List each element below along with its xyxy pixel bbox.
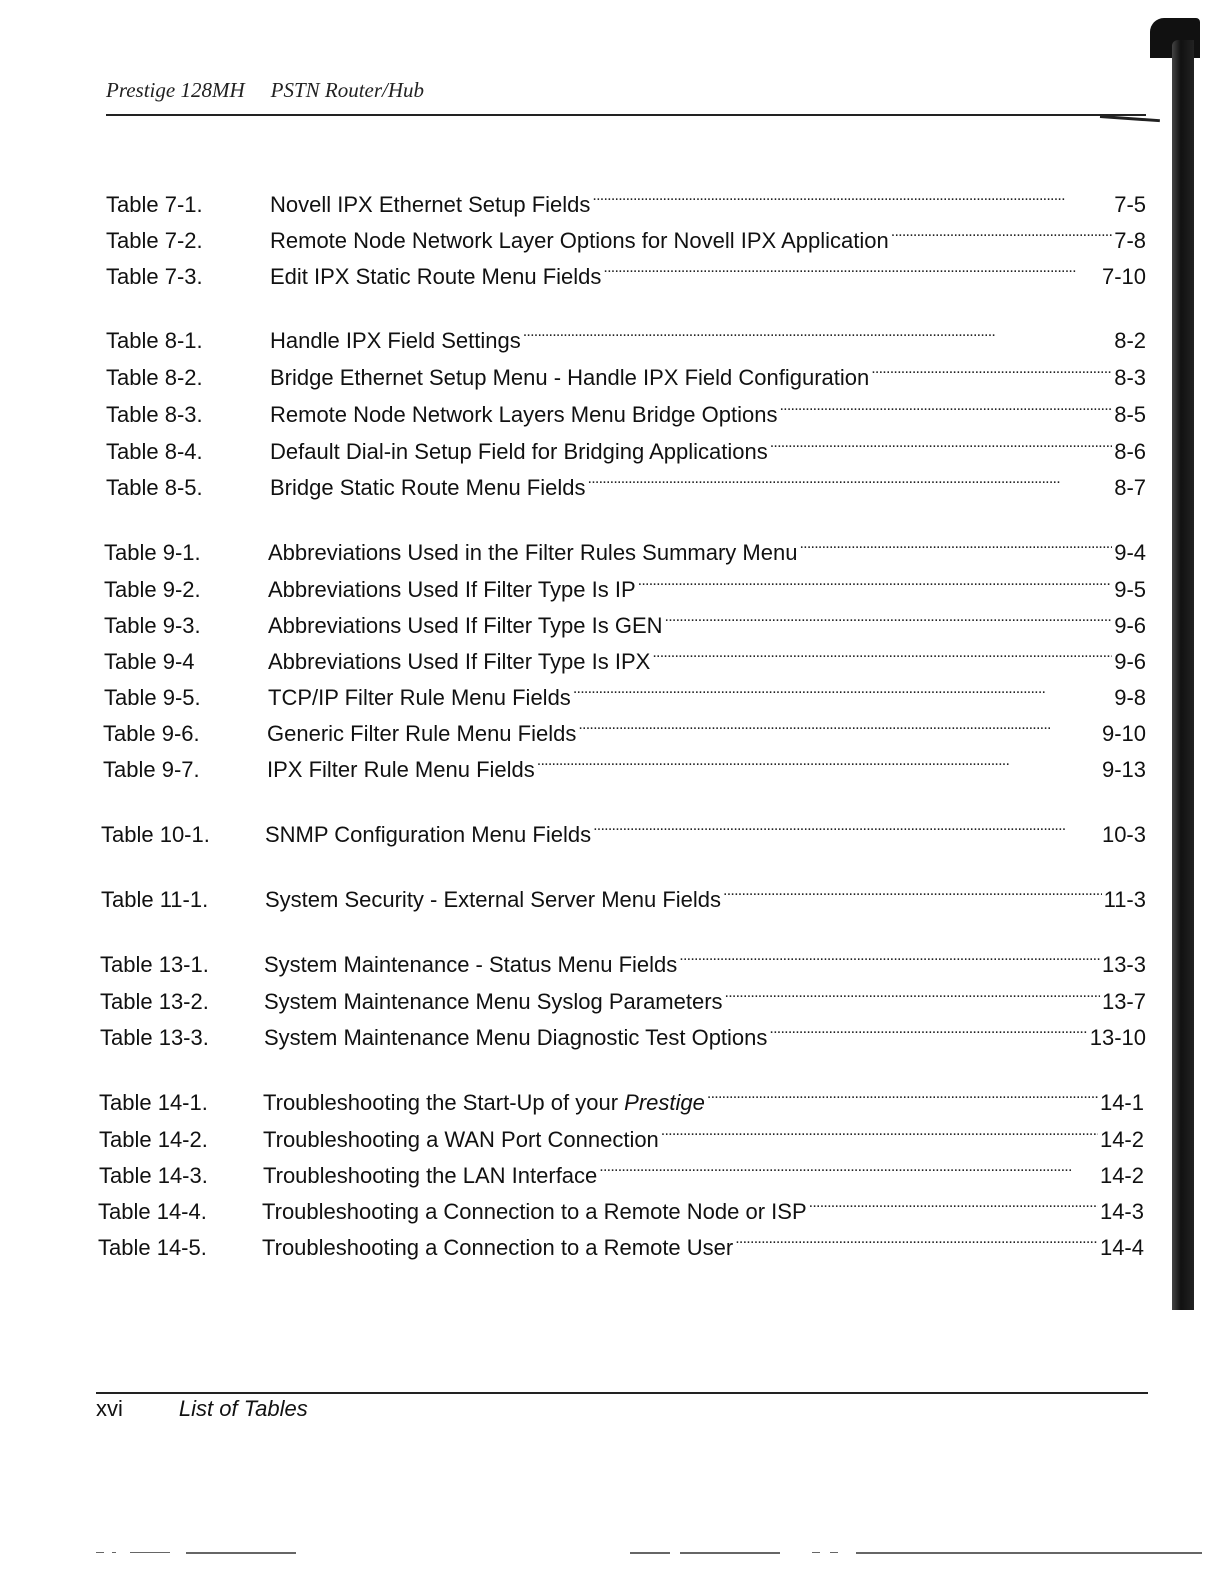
toc-entry-number: Table 14-4. [98, 1199, 207, 1224]
toc-entry-title: Troubleshooting a WAN Port Connection [263, 1127, 659, 1152]
toc-dot-leader [523, 316, 1113, 348]
toc-dot-leader [638, 565, 1113, 597]
toc-dot-leader [573, 673, 1112, 705]
toc-entry [106, 316, 1146, 353]
toc-entry-number: Table 8-5. [106, 475, 203, 500]
toc-dot-leader [799, 528, 1112, 560]
toc-entry-number: Table 8-1. [106, 328, 203, 353]
scan-artifacts [0, 1548, 1224, 1558]
toc-entry-title: Abbreviations Used If Filter Type Is GEN [268, 613, 663, 638]
toc-entry-number: Table 7-2. [106, 228, 203, 253]
toc-entry [106, 216, 1146, 253]
toc-entry-number: Table 13-1. [100, 952, 209, 977]
toc-entry [100, 1013, 1146, 1050]
toc-dot-leader [578, 709, 1100, 741]
toc-dot-leader [593, 810, 1100, 842]
toc-dot-leader [723, 875, 1102, 907]
toc-entry-page: 14-2 [1099, 1163, 1144, 1188]
toc-entry-page: 14-1 [1099, 1090, 1144, 1115]
toc-entry-title: Default Dial-in Setup Field for Bridging Applications [270, 439, 768, 464]
toc-entry-page: 9-10 [1101, 721, 1146, 746]
toc-entry-number: Table 13-2. [100, 989, 209, 1014]
toc-entry-page: 9-4 [1114, 540, 1146, 565]
toc-entry-page: 8-7 [1114, 475, 1146, 500]
toc-entry-page: 8-2 [1114, 328, 1146, 353]
toc-dot-leader [599, 1151, 1098, 1183]
toc-entry-title: Abbreviations Used in the Filter Rules Summary Menu [268, 540, 798, 565]
toc-entry-title: IPX Filter Rule Menu Fields [267, 757, 535, 782]
toc-dot-leader [809, 1187, 1098, 1219]
toc-entry-page: 9-13 [1101, 757, 1146, 782]
footer-page-number: xvi [96, 1396, 123, 1421]
toc-entry-title: Troubleshooting a Connection to a Remote Node or ISP [262, 1199, 807, 1224]
toc-entry-page: 9-5 [1114, 577, 1146, 602]
toc-entry-title: Troubleshooting the LAN Interface [263, 1163, 598, 1188]
toc-dot-leader [891, 216, 1112, 248]
toc-entry-number: Table 8-2. [106, 365, 203, 390]
toc-entry [99, 1078, 1144, 1115]
toc-entry-page: 10-3 [1101, 822, 1146, 847]
toc-dot-leader [679, 940, 1100, 972]
toc-entry-page: 7-8 [1114, 228, 1146, 253]
toc-entry-page: 14-3 [1099, 1199, 1144, 1224]
toc-entry [99, 1151, 1144, 1188]
toc-entry-title: Bridge Static Route Menu Fields [270, 475, 586, 500]
toc-dot-leader [537, 745, 1100, 777]
toc-entry-page: 9-8 [1114, 685, 1146, 710]
toc-entry-number: Table 9-3. [104, 613, 201, 638]
toc-entry-title: System Maintenance - Status Menu Fields [264, 952, 678, 977]
toc-entry [104, 637, 1146, 674]
toc-entry-title: TCP/IP Filter Rule Menu Fields [268, 685, 571, 710]
toc-entry-number: Table 14-2. [99, 1127, 208, 1152]
toc-entry-title-italic: Prestige [624, 1090, 705, 1115]
toc-entry-title: Troubleshooting the Start-Up of your [263, 1090, 619, 1115]
toc-entry [104, 601, 1146, 638]
toc-entry-title: Troubleshooting a Connection to a Remote User [262, 1235, 734, 1260]
toc-entry [106, 463, 1146, 500]
toc-dot-leader [770, 427, 1112, 459]
toc-entry-page: 7-5 [1114, 192, 1146, 217]
toc-entry-number: Table 9-7. [103, 757, 200, 782]
toc-entry-title: Generic Filter Rule Menu Fields [267, 721, 577, 746]
toc-entry-number: Table 9-2. [104, 577, 201, 602]
toc-entry-page: 8-6 [1114, 439, 1146, 464]
toc-dot-leader [592, 180, 1112, 212]
toc-entry-title: System Security - External Server Menu Fields [265, 887, 722, 912]
toc-entry [98, 1187, 1144, 1224]
toc-entry [101, 875, 1146, 912]
toc-dot-leader [725, 977, 1100, 1009]
toc-entry [104, 673, 1146, 710]
toc-entry-number: Table 7-1. [106, 192, 203, 217]
scan-edge-shadow [1172, 40, 1194, 1310]
toc-dot-leader [871, 353, 1112, 385]
toc-entry-page: 9-6 [1114, 613, 1146, 638]
toc-entry [103, 745, 1146, 782]
toc-entry-page: 14-2 [1099, 1127, 1144, 1152]
toc-dot-leader [588, 463, 1113, 495]
toc-entry-number: Table 9-1. [104, 540, 201, 565]
toc-dot-leader [652, 637, 1112, 669]
toc-entry-title: Abbreviations Used If Filter Type Is IPX [268, 649, 651, 674]
toc-entry-number: Table 11-1. [101, 887, 209, 912]
toc-entry-page: 7-10 [1101, 264, 1146, 289]
toc-entry [104, 565, 1146, 602]
toc-entry-title: Handle IPX Field Settings [270, 328, 521, 353]
toc-entry-number: Table 9-6. [103, 721, 200, 746]
header-product: Prestige 128MH [106, 78, 245, 102]
toc-entry-number: Table 7-3. [106, 264, 203, 289]
toc-entry-title: Abbreviations Used If Filter Type Is IP [268, 577, 636, 602]
toc-entry [99, 1115, 1144, 1152]
toc-dot-leader [707, 1078, 1098, 1110]
running-header [106, 78, 424, 103]
toc-entry-title: Remote Node Network Layer Options for Novell IPX Application [270, 228, 889, 253]
toc-entry-page: 13-3 [1101, 952, 1146, 977]
toc-entry [106, 427, 1146, 464]
toc-entry-number: Table 9-4 [104, 649, 195, 674]
toc-entry-title: Remote Node Network Layers Menu Bridge Options [270, 402, 778, 427]
toc-entry-page: 8-5 [1114, 402, 1146, 427]
toc-entry-title: Bridge Ethernet Setup Menu - Handle IPX Field Configuration [270, 365, 870, 390]
toc-entry-title: SNMP Configuration Menu Fields [265, 822, 592, 847]
toc-entry-title: System Maintenance Menu Syslog Parameters [264, 989, 723, 1014]
running-footer [96, 1396, 308, 1422]
toc-dot-leader [769, 1013, 1087, 1045]
toc-entry-page: 9-6 [1114, 649, 1146, 674]
toc-entry-number: Table 14-3. [99, 1163, 208, 1188]
toc-entry-page: 13-7 [1101, 989, 1146, 1014]
toc-entry-title: Edit IPX Static Route Menu Fields [270, 264, 602, 289]
footer-rule [96, 1392, 1148, 1394]
toc-dot-leader [603, 252, 1100, 284]
toc-entry-number: Table 8-4. [106, 439, 203, 464]
toc-entry-number: Table 10-1. [101, 822, 210, 847]
toc-entry-page: 13-10 [1089, 1025, 1146, 1050]
footer-section-title: List of Tables [178, 1396, 308, 1421]
toc-entry [100, 940, 1146, 977]
toc-entry [106, 390, 1146, 427]
header-rule [106, 114, 1146, 116]
toc-entry-title: System Maintenance Menu Diagnostic Test Options [264, 1025, 768, 1050]
toc-dot-leader [735, 1223, 1098, 1255]
toc-dot-leader [665, 601, 1113, 633]
toc-entry-number: Table 14-1. [99, 1090, 208, 1115]
toc-entry-number: Table 9-5. [104, 685, 201, 710]
toc-entry [106, 180, 1146, 217]
toc-entry-number: Table 13-3. [100, 1025, 209, 1050]
header-rule-tail [1100, 115, 1160, 122]
toc-entry-number: Table 8-3. [106, 402, 203, 427]
toc-entry [106, 353, 1146, 390]
toc-entry [98, 1223, 1144, 1260]
toc-entry [106, 252, 1146, 289]
toc-entry-page: 11-3 [1103, 887, 1146, 912]
toc-entry-page: 14-4 [1099, 1235, 1144, 1260]
header-subtitle: PSTN Router/Hub [270, 78, 425, 102]
toc-entry-number: Table 14-5. [98, 1235, 207, 1260]
toc-entry-page: 8-3 [1114, 365, 1146, 390]
toc-dot-leader [661, 1115, 1098, 1147]
toc-entry [104, 528, 1146, 565]
toc-dot-leader [779, 390, 1112, 422]
toc-entry [100, 977, 1146, 1014]
toc-entry [101, 810, 1146, 847]
toc-entry [103, 709, 1146, 746]
toc-entry-title: Novell IPX Ethernet Setup Fields [270, 192, 591, 217]
